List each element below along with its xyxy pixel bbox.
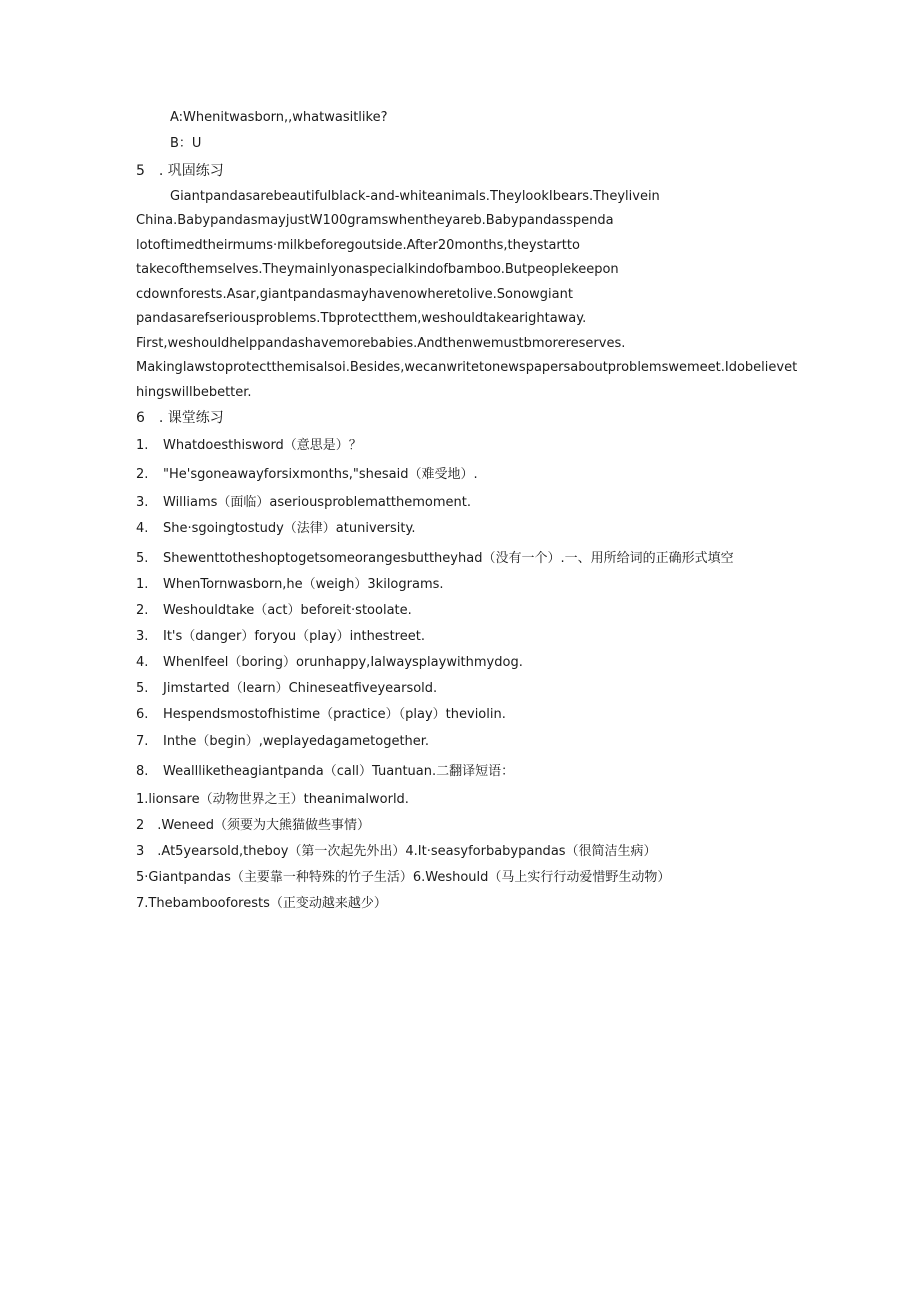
item-number: 5. xyxy=(136,551,149,566)
passage-line: Giantpandasarebeautifulblack-and-whiteanimals.TheylookIbears.Theylivein xyxy=(170,189,660,204)
exercise-item: She·sgoingtostudy（法律）atuniversity. xyxy=(163,521,416,536)
item-number: 2. xyxy=(136,467,149,482)
passage-line: China.BabypandasmayjustW100gramswhentheyareb.Babypandasspenda xyxy=(136,213,614,228)
fill-in-item: Hespendsmostofhistime（practice）（play）theviolin. xyxy=(163,707,506,722)
item-number: 1. xyxy=(136,438,149,453)
passage-line: hingswillbebetter. xyxy=(136,385,252,400)
fill-in-item: WhenIfeel（boring）orunhappy,Ialwaysplaywithmydog. xyxy=(163,655,523,670)
translation-line: 5·Giantpandas（主要靠一种特殊的竹子生活）6.Weshould（马上实行行动爱惜野生动物） xyxy=(136,870,671,885)
fill-in-item: It's（danger）foryou（play）inthestreet. xyxy=(163,629,425,644)
passage-line: lotoftimedtheirmums·milkbeforegoutside.After20months,theystartto xyxy=(136,238,580,253)
exercise-item: Williams（面临）aseriousproblematthemoment. xyxy=(163,495,472,510)
passage-line: Makinglawstoprotectthemisalsoi.Besides,wecanwritetonewspapersaboutproblemswemeet.Idobelievet xyxy=(136,360,798,375)
item-number: 8. xyxy=(136,764,149,779)
fill-in-item: Weshouldtake（act）beforeit·stoolate. xyxy=(163,603,412,618)
passage-line: pandasarefseriousproblems.Tbprotectthem,weshouldtakearightaway. xyxy=(136,311,587,326)
item-number: 7. xyxy=(136,734,149,749)
item-number: 3. xyxy=(136,629,149,644)
translation-line: 2 .Weneed（须要为大熊猫做些事情） xyxy=(136,818,370,833)
item-number: 1. xyxy=(136,577,149,592)
item-number: 6. xyxy=(136,707,149,722)
section6-heading: 6 . 课堂练习 xyxy=(136,410,224,426)
passage-line: cdownforests.Asar,giantpandasmayhavenowheretolive.Sonowgiant xyxy=(136,287,573,302)
exercise-item: "He'sgoneawayforsixmonths,"shesaid（难受地）. xyxy=(163,467,478,482)
translation-line: 7.Thebambooforests（正变动越来越少） xyxy=(136,896,387,911)
fill-in-item: Jimstarted（learn）Chineseatfiveyearsold. xyxy=(163,681,438,696)
exercise-item: Whatdoesthisword（意思是）？ xyxy=(163,438,362,453)
dialogue-line-a: A:Whenitwasborn,,whatwasitlike? xyxy=(170,110,388,125)
item-number: 4. xyxy=(136,521,149,536)
dialogue-line-b: B：U xyxy=(170,136,202,151)
item-number: 4. xyxy=(136,655,149,670)
section5-heading: 5 . 巩固练习 xyxy=(136,163,224,179)
fill-in-item: Inthe（begin）,weplayedagametogether. xyxy=(163,734,430,749)
translation-line: 3 .At5yearsold,theboy（第一次起先外出）4.It·seasyforbabypandas（很简洁生病） xyxy=(136,844,657,859)
item-number: 5. xyxy=(136,681,149,696)
item-number: 2. xyxy=(136,603,149,618)
passage-line: First,weshouldhelppandashavemorebabies.Andthenwemustbmorereserves. xyxy=(136,336,626,351)
translation-line: 1.lionsare（动物世界之王）theanimalworld. xyxy=(136,792,409,807)
exercise-item: Shewenttotheshoptogetsomeorangesbuttheyhad（没有一个）.一、用所给词的正确形式填空 xyxy=(163,551,734,566)
fill-in-item: Weallliketheagiantpanda（call）Tuantuan.二翻译短语： xyxy=(163,764,515,779)
item-number: 3. xyxy=(136,495,149,510)
fill-in-item: WhenTornwasborn,he（weigh）3kilograms. xyxy=(163,577,444,592)
passage-line: takecofthemselves.Theymainlyonaspecialkindofbamboo.Butpeoplekeepon xyxy=(136,262,619,277)
